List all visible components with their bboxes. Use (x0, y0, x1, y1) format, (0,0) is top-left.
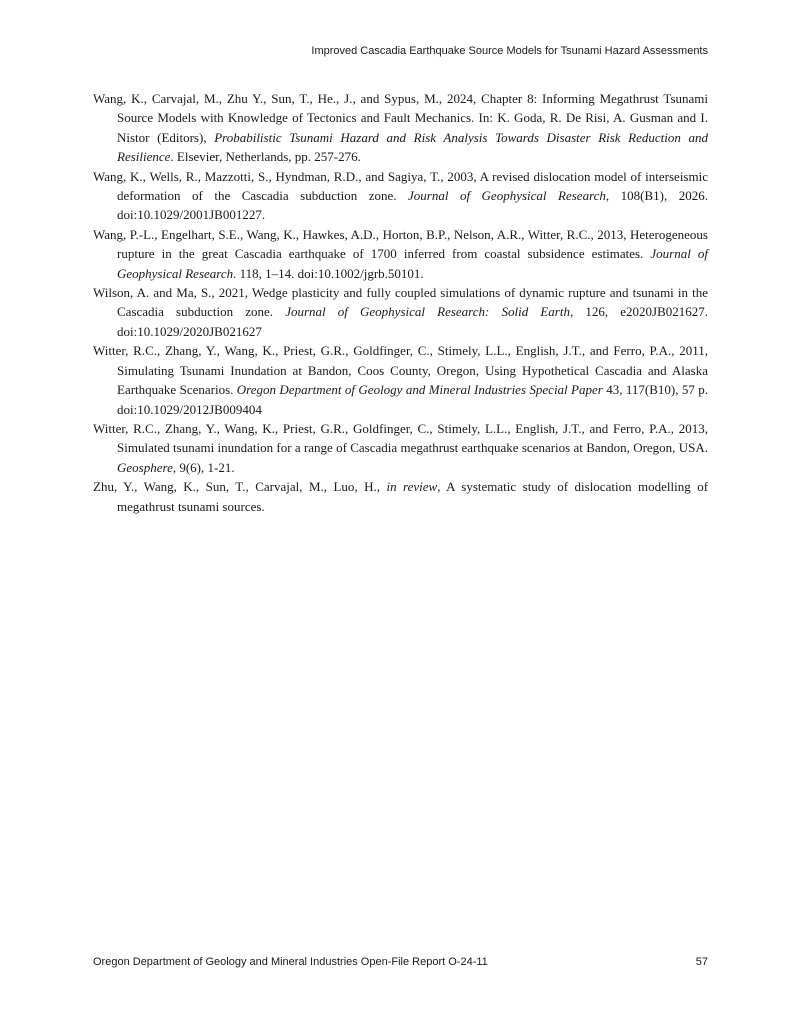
reference-text-segment: , 126, e2020JB021627. doi:10.1029/2020JB021627 (117, 304, 708, 339)
reference-text-segment: Zhu, Y., Wang, K., Sun, T., Carvajal, M., Luo, H., (93, 479, 387, 495)
reference-text-segment: Witter, R.C., Zhang, Y., Wang, K., Priest, G.R., Goldfinger, C., Stimely, L.L., English, J.T., and Ferro, P.A., 2011, Simulating Tsunami Inundation at Bandon, Coos County, Oregon, Using Hypothetical Cascadia and Alaska Earthquake Scenarios. (93, 343, 708, 398)
reference-italic-segment: Journal of Geophysical Research (408, 188, 606, 204)
reference-text-segment: Wang, K., Carvajal, M., Zhu Y., Sun, T., He., J., and Sypus, M., 2024, Chapter 8: Informing Megathrust Tsunami Source Models with Knowledge of Tectonics and Fault Mechanics. In: K. Goda, R. De Risi, A. Gusman and I. Nistor (Editors), (93, 91, 708, 145)
reference-text-segment: Witter, R.C., Zhang, Y., Wang, K., Priest, G.R., Goldfinger, C., Stimely, L.L., English, J.T., and Ferro, P.A., 2013, Simulated tsunami inundation for a range of Cascadia megathrust earthquake scenarios at Bandon, Oregon, USA. (93, 420, 708, 456)
reference-italic-segment: Geosphere (117, 459, 173, 475)
reference-entry (93, 89, 708, 167)
reference-entry (93, 167, 708, 225)
reference-text-segment: , 108(B1), 2026. doi:10.1029/2001JB001227. (117, 188, 708, 223)
reference-italic-segment: Journal of Geophysical Research: Solid Earth (285, 304, 570, 320)
running-header-title: Improved Cascadia Earthquake Source Models for Tsunami Hazard Assessments (311, 45, 708, 57)
reference-text-segment: . Elsevier, Netherlands, pp. 257-276. (170, 149, 361, 165)
reference-entry (93, 225, 708, 283)
reference-text-segment: Wang, P.-L., Engelhart, S.E., Wang, K., Hawkes, A.D., Horton, B.P., Nelson, A.R., Witter, R.C., 2013, Heterogeneous rupture in the great Cascadia earthquake of 1700 inferred from coastal subsidence estimates. (93, 226, 708, 262)
footer-report-title: Oregon Department of Geology and Mineral Industries Open-File Report O-24-11 (93, 956, 488, 968)
running-header (93, 45, 708, 58)
reference-entry (93, 419, 708, 477)
reference-text-segment: Wilson, A. and Ma, S., 2021, Wedge plasticity and fully coupled simulations of dynamic rupture and tsunami in the Cascadia subduction zone. (93, 285, 708, 320)
references-list (93, 89, 708, 516)
reference-italic-segment: Journal of Geophysical Research (117, 246, 708, 281)
reference-entry (93, 341, 708, 419)
reference-text-segment: , 9(6), 1-21. (172, 459, 235, 475)
page-footer (93, 956, 708, 969)
reference-italic-segment: Probabilistic Tsunami Hazard and Risk Analysis Towards Disaster Risk Reduction and Resilience (117, 129, 708, 165)
reference-text-segment: 43, 117(B10), 57 p. doi:10.1029/2012JB009404 (117, 382, 708, 417)
reference-text-segment: Wang, K., Wells, R., Mazzotti, S., Hyndman, R.D., and Sagiya, T., 2003, A revised dislocation model of interseismic deformation of the Cascadia subduction zone. (93, 168, 708, 204)
reference-italic-segment: in review (386, 479, 438, 495)
reference-entry (93, 283, 708, 341)
reference-entry (93, 477, 708, 516)
reference-text-segment: . 118, 1–14. doi:10.1002/jgrb.50101. (233, 265, 424, 281)
page-number: 57 (695, 956, 708, 968)
reference-italic-segment: Oregon Department of Geology and Mineral Industries Special Paper (236, 382, 603, 398)
reference-text-segment: , A systematic study of dislocation modelling of megathrust tsunami sources. (117, 479, 709, 514)
